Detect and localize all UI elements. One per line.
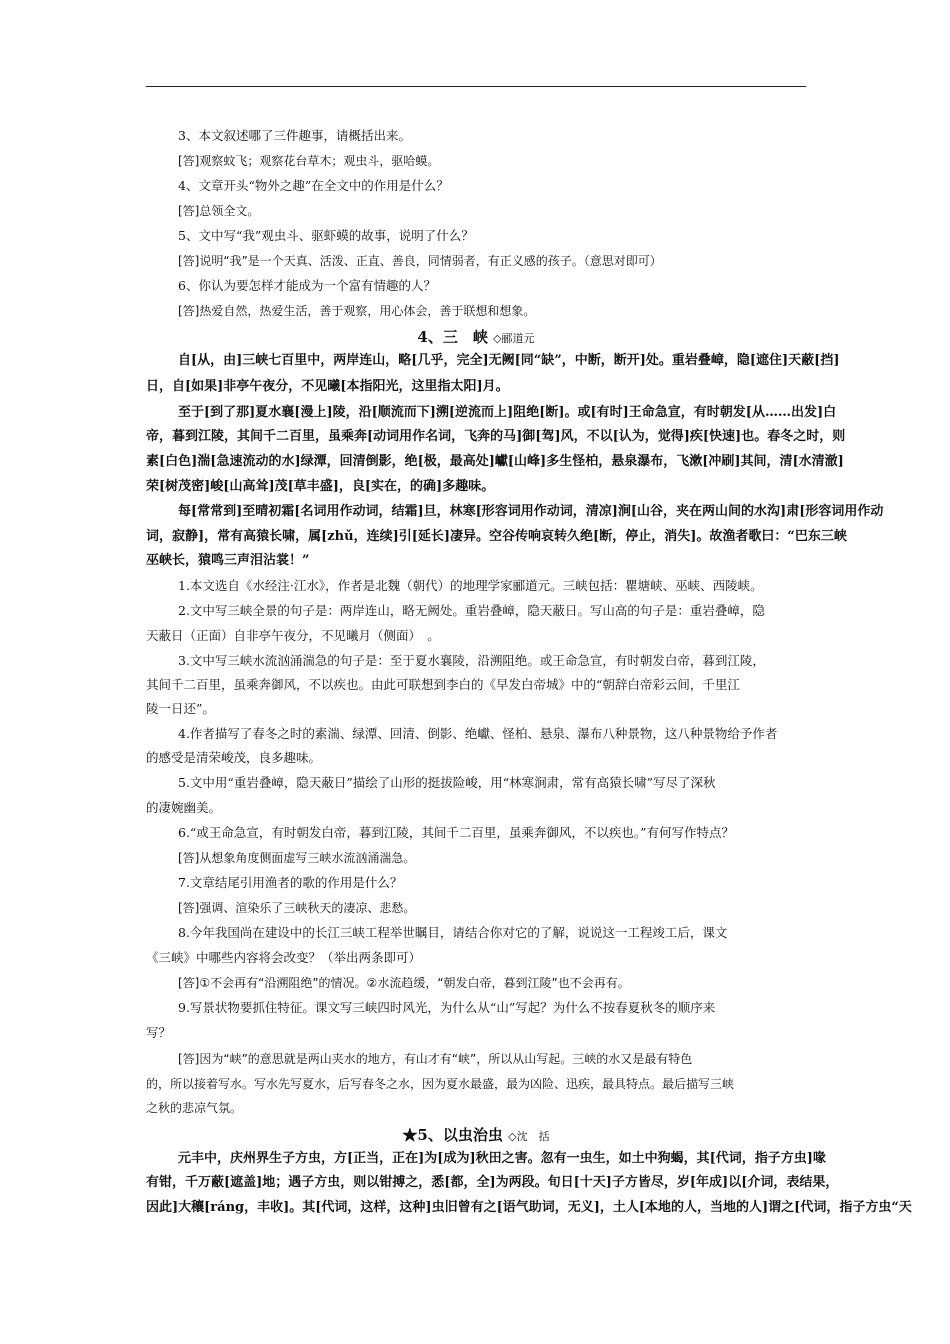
sanxia-qa-line: 1.本文选自《水经注·江水》，作者是北魏（朝代）的地理学家郦道元。三峡包括：瞿塘峡、巫峡、西陵峡。 xyxy=(178,578,763,593)
sanxia-qa-line: 7.文章结尾引用渔者的歌的作用是什么？ xyxy=(178,875,403,890)
top-rule xyxy=(146,86,806,87)
sanxia-qa-line: [答]①不会再有“沿溯阻绝”的情况。②水流趋缓，“朝发白帝，暮到江陵”也不会再有。 xyxy=(178,976,630,990)
sanxia-qa-line: 8.今年我国尚在建设中的长江三峡工程举世瞩目，请结合你对它的了解，说说这一工程竣工后，课文 xyxy=(178,925,728,940)
sanxia-qa-line: 写？ xyxy=(146,1025,172,1040)
sanxia-qa-line: 之秋的悲凉气氛。 xyxy=(146,1101,243,1115)
yichong-line: 因此]大穰[ráng，丰收]。其[代词，这样，这种]虫旧曾有之[语气助词，无义]，土人[本地的人，当地的人]谓之[代词，指子方虫“天 xyxy=(146,1200,912,1215)
answer-3: [答]观察蚊飞；观察花台草木；观虫斗，驱哈蟆。 xyxy=(178,154,440,168)
sanxia-qa-line: [答]从想象角度侧面虚写三峡水流汹涌湍急。 xyxy=(178,851,416,865)
sanxia-line: 词，寂静]，常有高猿长啸，属[zhǔ，连续]引[延长]凄异。空谷传响哀转久绝[断，停止，消失]。故渔者歌曰：“巴东三峡 xyxy=(146,529,847,544)
question-4: 4、文章开头“物外之趣”在全文中的作用是什么？ xyxy=(178,178,449,193)
question-3: 3、本文叙述哪了三件趣事，请概括出来。 xyxy=(178,128,411,143)
yichong-line: 有钳，千万蔽[遮盖]地；遇子方虫，则以钳搏之，悉[都，全]为两段。旬日[十天]子方皆尽，岁[年成]以[介词，表结果， xyxy=(146,1175,839,1190)
sanxia-qa-line: 的，所以接着写水。写水先写夏水，后写春冬之水，因为夏水最盛，最为凶险、迅疾，最具特点。最后描写三峡 xyxy=(146,1077,735,1091)
section-4-title: 4、三 峡 xyxy=(417,328,488,346)
section-4-heading xyxy=(146,326,806,347)
question-5: 5、文中写“我”观虫斗、驱虾蟆的故事，说明了什么？ xyxy=(178,228,474,243)
sanxia-line: 帝，暮到江陵，其间千二百里，虽乘奔[动词用作名词，飞奔的马]御[驾]风，不以[认为，觉得]疾[快速]也。春冬之时，则 xyxy=(146,429,846,444)
sanxia-line: 自[从，由]三峡七百里中，两岸连山，略[几乎，完全]无阙[同“缺”，中断，断开]处。重岩叠嶂，隐[遮住]天蔽[挡] xyxy=(178,353,840,368)
sanxia-qa-line: 5.文中用“重岩叠嶂，隐天蔽日”描绘了山形的挺拔险峻，用“林寒涧肃，常有高猿长啸”写尽了深秋 xyxy=(178,775,716,790)
sanxia-qa-line: [答]因为“峡”的意思就是两山夹水的地方，有山才有“峡”，所以从山写起。三峡的水又是最有特色 xyxy=(178,1052,693,1066)
sanxia-line: 荣[树茂密]峻[山高耸]茂[草丰盛]，良[实在，的确]多趣味。 xyxy=(146,479,495,494)
sanxia-qa-line: 陵一日还”。 xyxy=(146,701,215,716)
sanxia-line: 巫峡长，猿鸣三声泪沾裳！” xyxy=(146,553,310,568)
section-4-author: ◇郦道元 xyxy=(493,332,535,345)
section-5-author: ◇沈 括 xyxy=(508,1130,550,1143)
question-6: 6、你认为要怎样才能成为一个富有情趣的人？ xyxy=(178,278,436,293)
sanxia-qa-line: 其间千二百里，虽乘奔御风，不以疾也。由此可联想到李白的《早发白帝城》中的“朝辞白帝彩云间，千里江 xyxy=(146,677,740,692)
sanxia-qa-line: 3.文中写三峡水流汹涌湍急的句子是：至于夏水襄陵，沿溯阻绝。或王命急宣，有时朝发白帝，暮到江陵， xyxy=(178,653,765,668)
section-5-title: ★5、以虫治虫 xyxy=(402,1126,503,1144)
sanxia-qa-line: 的感受是清荣峻茂，良多趣味。 xyxy=(146,750,322,765)
sanxia-qa-line: 的凄婉幽美。 xyxy=(146,800,222,815)
sanxia-qa-line: 6.“或王命急宣，有时朝发白帝，暮到江陵，其间千二百里，虽乘奔御风，不以疾也。”有何写作特点？ xyxy=(178,825,734,840)
sanxia-line: 每[常常到]至晴初霜[名词用作动词，结霜]旦，林寒[形容词用作动词，清凉]涧[山谷，夹在两山间的水沟]肃[形容词用作动 xyxy=(178,504,884,519)
sanxia-qa-line: 《三峡》中哪些内容将会改变？（举出两条即可） xyxy=(146,950,422,965)
answer-4: [答]总领全文。 xyxy=(178,204,260,218)
sanxia-line: 素[白色]湍[急速流动的水]绿潭，回清倒影，绝[极，最高处]巘[山峰]多生怪柏，悬泉瀑布，飞漱[冲刷]其间，清[水清澈] xyxy=(146,454,844,469)
sanxia-line: 日，自[如果]非亭午夜分，不见曦[本指阳光，这里指太阳]月。 xyxy=(146,379,509,394)
answer-6: [答]热爱自然，热爱生活，善于观察，用心体会，善于联想和想象。 xyxy=(178,304,536,318)
sanxia-qa-line: 9.写景状物要抓住特征。课文写三峡四时风光，为什么从“山”写起？为什么不按春夏秋冬的顺序来 xyxy=(178,1000,716,1015)
yichong-line: 元丰中，庆州界生子方虫，方[正当，正在]为[成为]秋田之害。忽有一虫生，如土中狗蝎，其[代词，指子方虫]喙 xyxy=(178,1151,826,1166)
sanxia-qa-line: 4.作者描写了春冬之时的素湍、绿潭、回清、倒影、绝巘、怪柏、悬泉、瀑布八种景物，这八种景物给予作者 xyxy=(178,726,778,741)
answer-5: [答]说明“我”是一个天真、活泼、正直、善良，同情弱者，有正义感的孩子。（意思对即可） xyxy=(178,254,662,268)
sanxia-qa-line: 天蔽日（正面）自非亭午夜分，不见曦月（侧面） 。 xyxy=(146,628,440,643)
section-5-heading xyxy=(146,1124,806,1145)
sanxia-qa-line: [答]强调、渲染乐了三峡秋天的凄凉、悲愁。 xyxy=(178,901,416,915)
sanxia-line: 至于[到了那]夏水襄[漫上]陵，沿[顺流而下]溯[逆流而上]阻绝[断]。或[有时]王命急宣，有时朝发[从……出发]白 xyxy=(178,405,837,420)
sanxia-qa-line: 2.文中写三峡全景的句子是：两岸连山，略无阙处。重岩叠嶂，隐天蔽日。写山高的句子是：重岩叠嶂，隐 xyxy=(178,603,765,618)
